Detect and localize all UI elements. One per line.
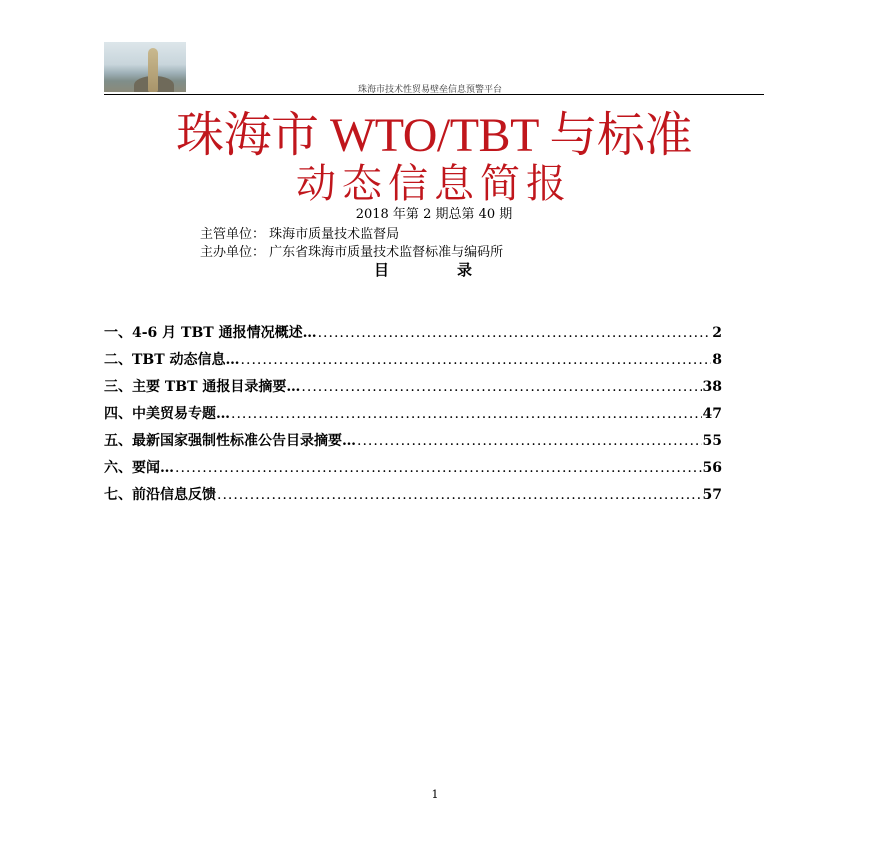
toc-heading-right: 录 — [457, 261, 473, 279]
toc-item-label: 六、要闻… — [104, 460, 174, 476]
toc-item-label: 五、最新国家强制性标准公告目录摘要… — [104, 433, 356, 449]
table-of-contents — [104, 322, 722, 511]
host-unit: 主办单位： 广东省珠海市质量技术监督标准与编码所 — [200, 245, 504, 260]
toc-leader-dots — [175, 460, 702, 476]
page-number: 1 — [431, 788, 439, 801]
toc-leader-dots — [318, 325, 712, 341]
issue-number: 2018 年第 2 期总第 40 期 — [355, 207, 513, 222]
platform-name: 珠海市技术性贸易壁垒信息预警平台 — [357, 85, 502, 95]
toc-item[interactable] — [104, 430, 722, 457]
toc-item-page: 47 — [702, 406, 722, 422]
toc-leader-dots — [357, 433, 702, 449]
toc-leader-dots — [301, 379, 701, 395]
toc-leader-dots — [217, 487, 702, 503]
toc-item-page: 2 — [712, 325, 722, 341]
toc-item-label: 三、主要 TBT 通报目录摘要… — [104, 379, 301, 395]
toc-item-label: 二、TBT 动态信息… — [104, 352, 240, 368]
toc-item-page: 57 — [702, 487, 722, 503]
toc-heading-left: 目 — [374, 261, 390, 279]
toc-item[interactable] — [104, 349, 722, 376]
toc-item[interactable] — [104, 484, 722, 511]
toc-item-page: 8 — [712, 352, 722, 368]
toc-item-label: 四、中美贸易专题… — [104, 406, 230, 422]
toc-leader-dots — [241, 352, 712, 368]
toc-item-page: 56 — [702, 460, 722, 476]
toc-item-page: 38 — [702, 379, 722, 395]
title-line-1: 珠海市 WTO/TBT 与标准 — [175, 109, 693, 162]
header-photo — [104, 42, 186, 92]
photo-statue — [148, 48, 158, 92]
toc-heading — [374, 259, 472, 280]
toc-item[interactable] — [104, 322, 722, 349]
supervisor-unit: 主管单位： 珠海市质量技术监督局 — [200, 227, 400, 242]
toc-item[interactable] — [104, 376, 722, 403]
toc-item-label: 七、前沿信息反馈 — [104, 487, 216, 503]
header-rule — [104, 94, 764, 95]
toc-item[interactable] — [104, 403, 722, 430]
toc-item-page: 55 — [702, 433, 722, 449]
toc-item-label: 一、4-6 月 TBT 通报情况概述… — [104, 325, 317, 341]
toc-item[interactable] — [104, 457, 722, 484]
toc-leader-dots — [231, 406, 702, 422]
title-line-2: 动态信息简报 — [296, 161, 572, 207]
